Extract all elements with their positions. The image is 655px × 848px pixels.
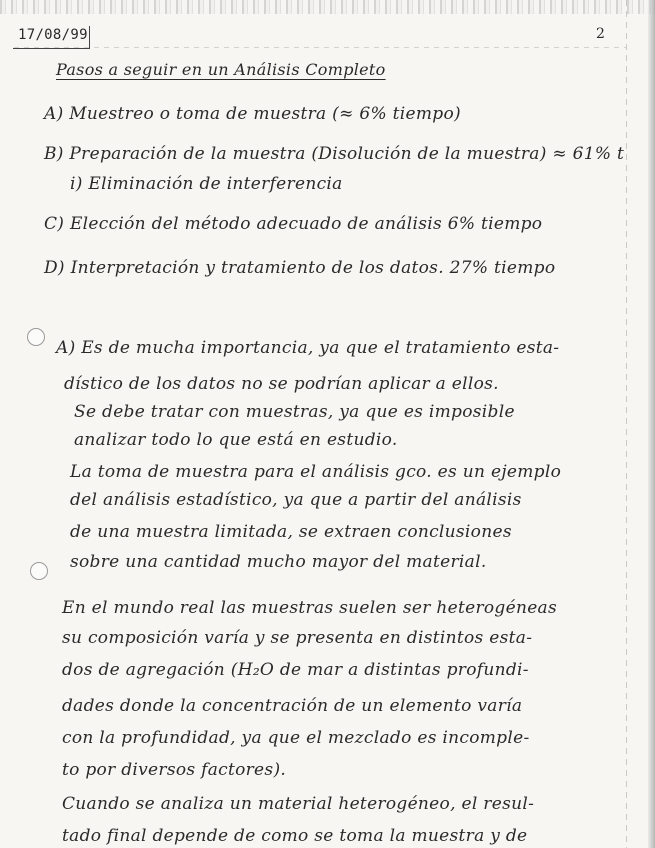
para-a-line: La toma de muestra para el análisis gco. es un ejemplo: [70, 462, 562, 482]
step-c: C) Elección del método adecuado de análisis 6% tiempo: [44, 214, 543, 234]
step-d: D) Interpretación y tratamiento de los datos. 27% tiempo: [44, 258, 556, 278]
page-margin-rule: [626, 0, 627, 848]
punch-hole: [30, 562, 48, 580]
step-b: B) Preparación de la muestra (Disolución de la muestra) ≈ 61% t: [44, 144, 625, 164]
para-b-line: con la profundidad, ya que el mezclado es incomple-: [62, 728, 530, 748]
para-a-line: Se debe tratar con muestras, ya que es imposible: [74, 402, 515, 422]
para-a-line: analizar todo lo que está en estudio.: [74, 430, 398, 450]
scan-edge-right: [648, 0, 655, 848]
step-a: A) Muestreo o toma de muestra (≈ 6% tiempo): [44, 104, 461, 124]
header-rule: [14, 47, 626, 48]
page-number: 2: [596, 26, 606, 42]
para-b-line: to por diversos factores).: [62, 760, 287, 780]
para-b-line: Cuando se analiza un material heterogéneo, el resul-: [62, 794, 535, 814]
para-a-line: A) Es de mucha importancia, ya que el tratamiento esta-: [56, 338, 560, 358]
punch-hole: [27, 328, 45, 346]
para-b-line: dades donde la concentración de un elemento varía: [62, 696, 523, 716]
para-b-line: dos de agregación (H₂O de mar a distintas profundi-: [62, 660, 529, 680]
para-b-line: su composición varía y se presenta en distintos esta-: [62, 628, 533, 648]
para-a-line: de una muestra limitada, se extraen conclusiones: [70, 522, 512, 542]
para-a-line: del análisis estadístico, ya que a partir del análisis: [70, 490, 522, 510]
step-b-sub: i) Eliminación de interferencia: [70, 174, 343, 194]
para-a-line: sobre una cantidad mucho mayor del material.: [70, 552, 487, 572]
para-a-line: dístico de los datos no se podrían aplicar a ellos.: [64, 374, 499, 394]
page-title: Pasos a seguir en un Análisis Completo: [56, 60, 386, 79]
scan-edge-top: [0, 0, 655, 14]
para-b-line: En el mundo real las muestras suelen ser heterogéneas: [62, 598, 558, 618]
para-b-line: tado final depende de como se toma la muestra y de: [62, 826, 528, 846]
date-text: 17/08/99: [18, 27, 88, 43]
